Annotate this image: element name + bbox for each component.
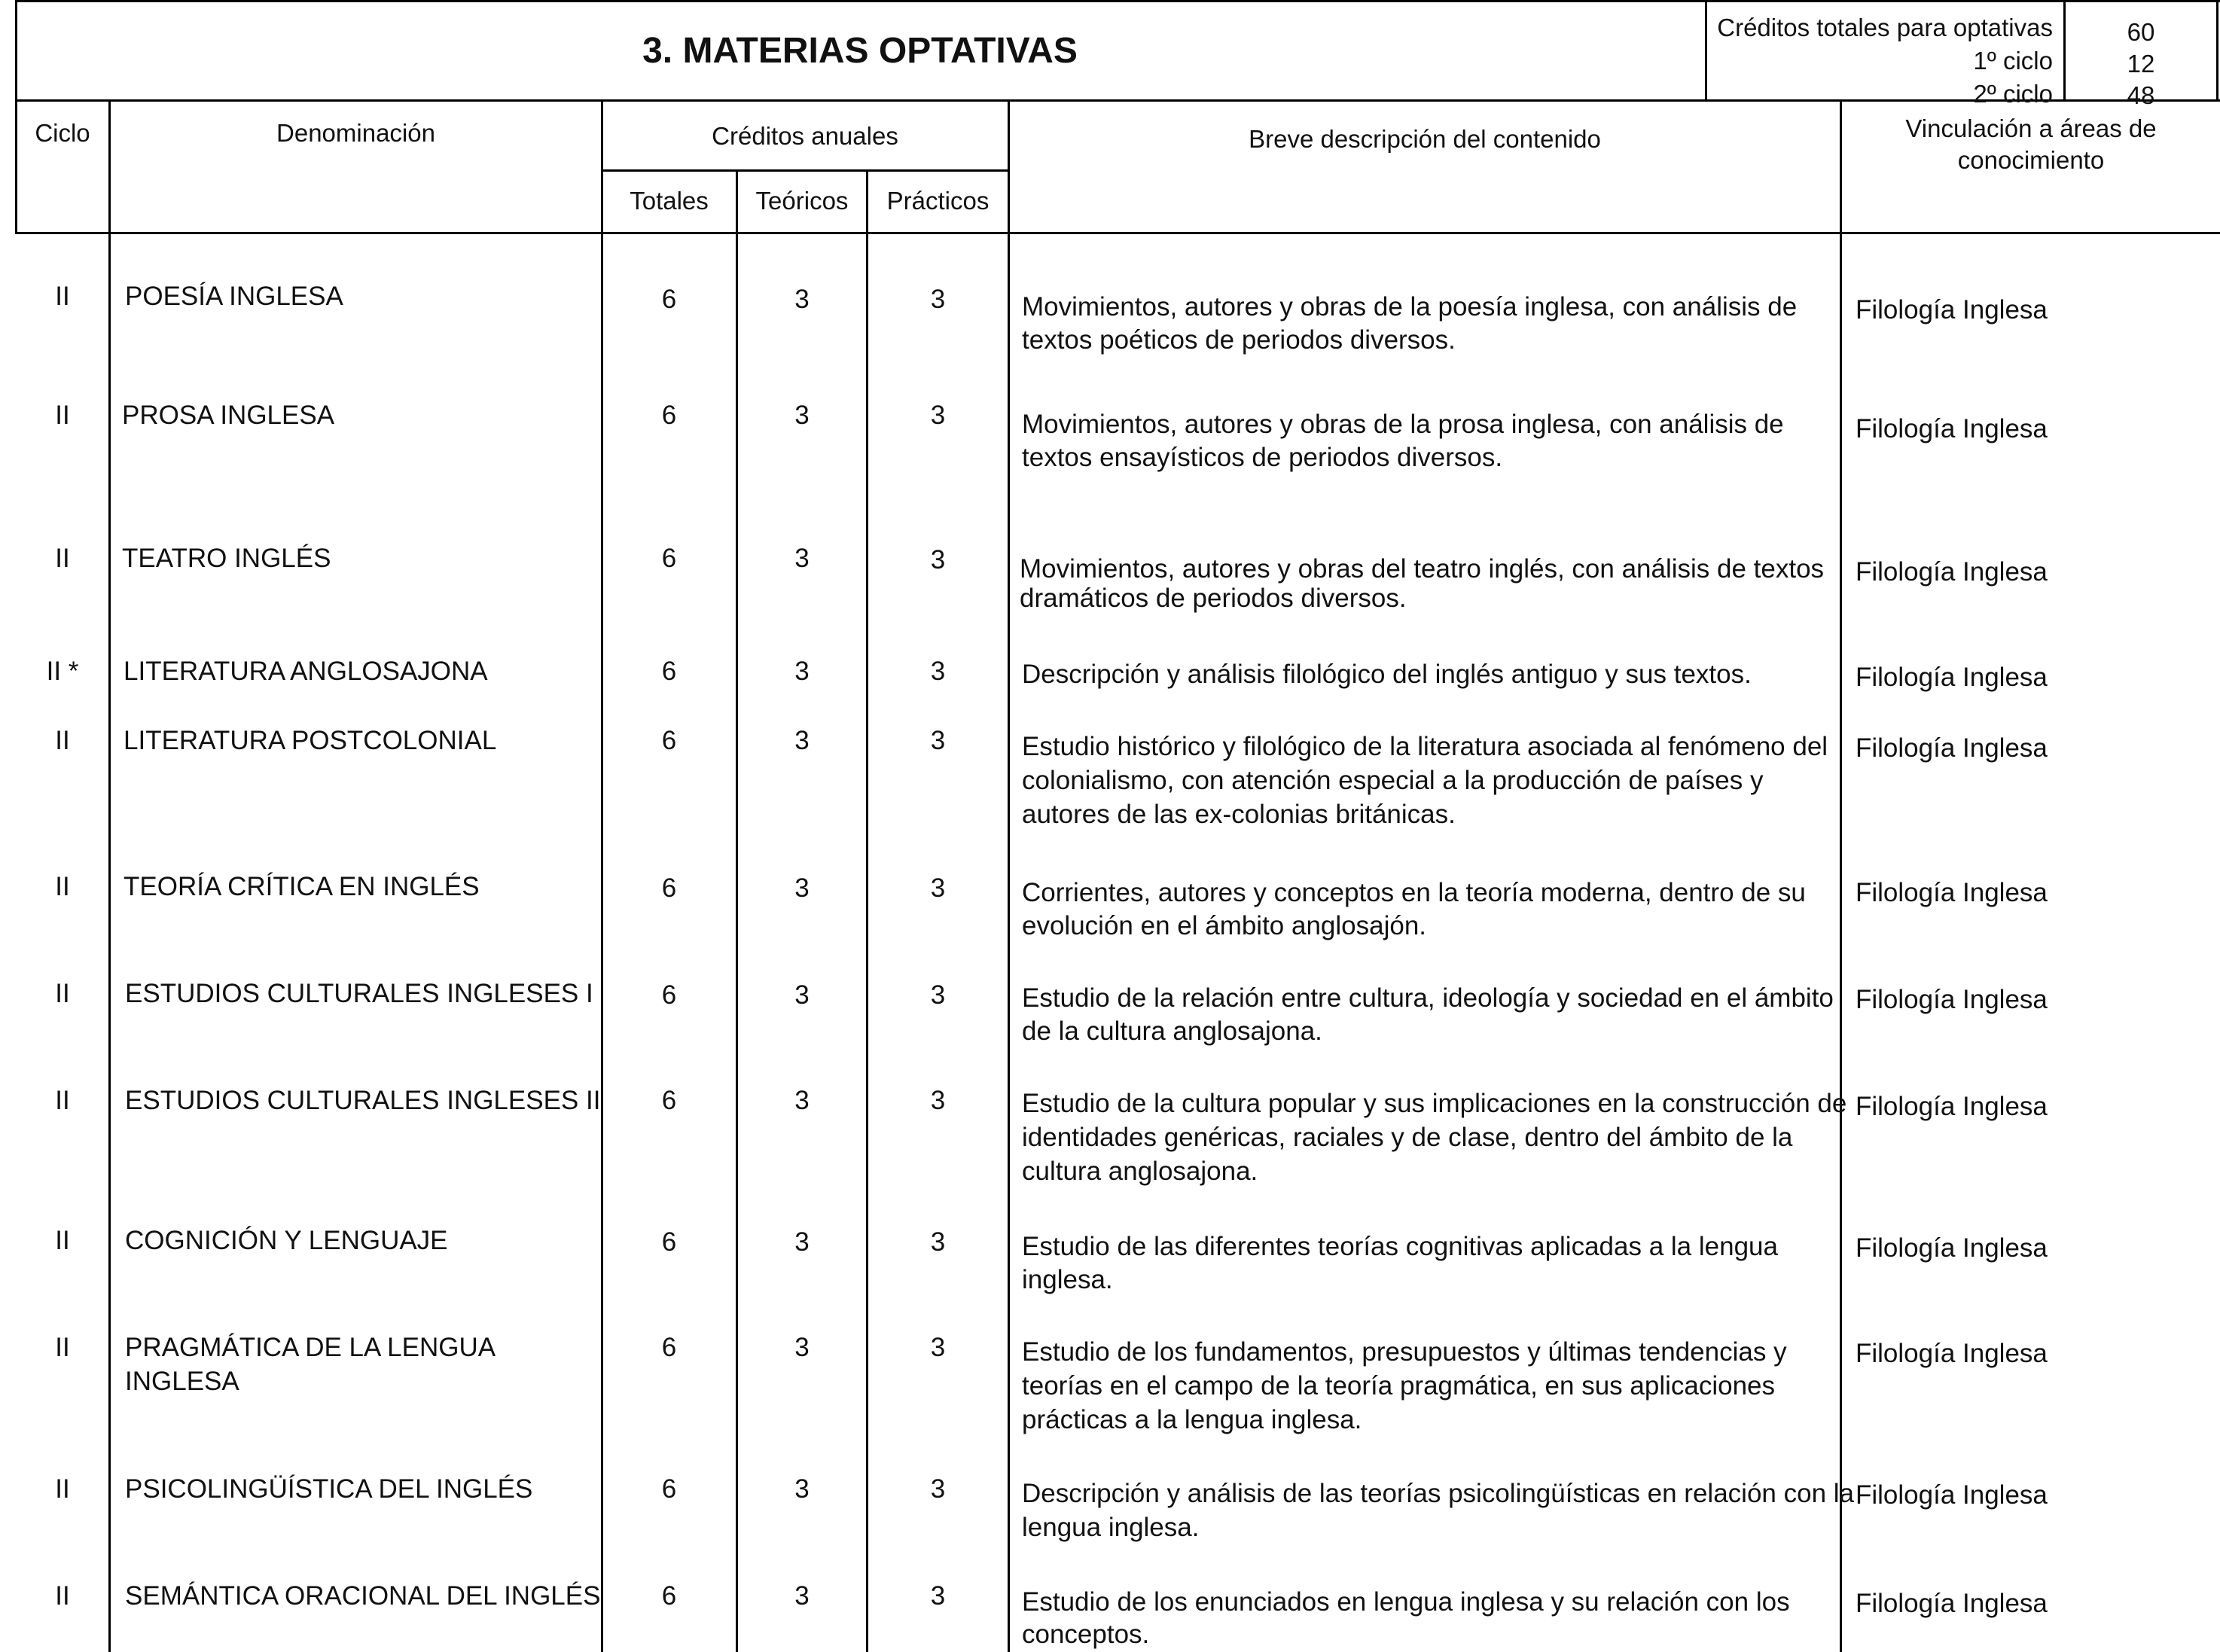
cell-totales: 6 [661,1474,677,1504]
cell-denominacion: PRAGMÁTICA DE LA LENGUA [125,1333,496,1362]
cell-teoricos: 3 [794,1333,810,1362]
col-divider-descripcion [1840,99,1842,1652]
cell-denominacion: ESTUDIOS CULTURALES INGLESES II [125,1086,601,1115]
cell-ciclo: II * [46,657,79,686]
cell-totales: 6 [661,1086,677,1115]
cell-descripcion: conceptos. [1022,1620,1150,1649]
cell-totales: 6 [661,401,677,430]
header-teoricos: Teóricos [755,187,849,215]
cell-ciclo: II [55,1474,70,1504]
col-divider-teoricos [866,169,868,1652]
cell-area: Filología Inglesa [1856,295,2048,325]
cell-descripcion: Corrientes, autores y conceptos en la teoría moderna, dentro de su [1022,878,1806,907]
header-vinculacion: conocimiento [1957,146,2105,174]
cell-ciclo: II [55,872,70,901]
cell-descripcion: Estudio histórico y filológico de la literatura asociada al fenómeno del [1022,732,1828,761]
cell-practicos: 3 [930,285,946,314]
cell-area: Filología Inglesa [1856,985,2048,1014]
cell-denominacion: ESTUDIOS CULTURALES INGLESES I [125,979,593,1008]
cell-descripcion: textos ensayísticos de periodos diversos. [1022,443,1503,472]
cell-denominacion: LITERATURA POSTCOLONIAL [124,726,497,755]
cell-descripcion: dramáticos de periodos diversos. [1020,584,1407,613]
cell-descripcion: lengua inglesa. [1022,1513,1200,1542]
cell-denominacion: COGNICIÓN Y LENGUAJE [125,1226,448,1255]
cell-descripcion: cultura anglosajona. [1022,1157,1258,1186]
cell-descripcion: textos poéticos de periodos diversos. [1022,325,1456,355]
col-divider-ciclo [108,99,111,1652]
cell-teoricos: 3 [794,873,810,903]
cell-ciclo: II [55,1226,70,1255]
cell-area: Filología Inglesa [1856,1233,2048,1263]
cell-teoricos: 3 [794,726,810,755]
cell-totales: 6 [661,657,677,686]
cell-descripcion: de la cultura anglosajona. [1022,1016,1322,1046]
cell-practicos: 3 [930,1333,946,1362]
cell-descripcion: Estudio de la relación entre cultura, ideología y sociedad en el ámbito [1022,983,1834,1013]
cell-descripcion: Movimientos, autores y obras de la poesía inglesa, con análisis de [1022,292,1798,322]
cell-practicos: 3 [930,1581,946,1611]
cell-teoricos: 3 [794,1474,810,1504]
cell-descripcion: inglesa. [1022,1265,1113,1294]
cell-area: Filología Inglesa [1856,878,2048,907]
header-practicos: Prácticos [886,187,990,215]
credits-summary-label: 2º ciclo [1973,80,2053,108]
cell-ciclo: II [55,282,70,311]
cell-descripcion: teorías en el campo de la teoría pragmática, en sus aplicaciones [1022,1371,1776,1401]
cell-teoricos: 3 [794,1086,810,1115]
cell-descripcion: Estudio de los fundamentos, presupuestos y últimas tendencias y [1022,1337,1787,1367]
cell-practicos: 3 [930,1227,946,1257]
header-creditos-anuales: Créditos anuales [712,122,898,150]
header-totales: Totales [630,187,709,215]
cell-totales: 6 [661,980,677,1010]
cell-descripcion: colonialismo, con atención especial a la producción de países y [1022,766,1764,795]
credits-subheader-border [602,169,1009,172]
header-denominacion: Denominación [276,119,435,147]
cell-ciclo: II [55,544,70,573]
credits-box-left-border [1705,0,1707,102]
cell-denominacion: SEMÁNTICA ORACIONAL DEL INGLÉS [125,1581,601,1611]
cell-ciclo: II [55,1086,70,1115]
cell-denominacion: INGLESA [125,1367,239,1396]
cell-area: Filología Inglesa [1856,1339,2048,1368]
cell-totales: 6 [661,873,677,903]
cell-area: Filología Inglesa [1856,1092,2048,1121]
table-right-border [2216,0,2218,102]
cell-area: Filología Inglesa [1856,557,2048,587]
cell-practicos: 3 [930,545,946,575]
cell-totales: 6 [661,544,677,573]
col-divider-totales [736,169,738,1652]
cell-teoricos: 3 [794,980,810,1010]
cell-denominacion: TEORÍA CRÍTICA EN INGLÉS [124,872,480,901]
cell-descripcion: prácticas a la lengua inglesa. [1022,1405,1362,1434]
cell-area: Filología Inglesa [1856,733,2048,763]
cell-teoricos: 3 [794,657,810,686]
header-bottom-border [15,232,2220,234]
header-descripcion: Breve descripción del contenido [1249,125,1601,153]
cell-teoricos: 3 [794,1581,810,1611]
cell-descripcion: Descripción y análisis de las teorías psicolingüísticas en relación con la [1022,1479,1854,1508]
cell-descripcion: identidades genéricas, raciales y de clase, dentro del ámbito de la [1022,1123,1793,1152]
credits-summary-value: 60 [2127,18,2155,46]
cell-practicos: 3 [930,726,946,755]
cell-ciclo: II [55,979,70,1008]
cell-denominacion: POESÍA INGLESA [125,282,343,311]
cell-teoricos: 3 [794,544,810,573]
cell-descripcion: Estudio de la cultura popular y sus implicaciones en la construcción de [1022,1089,1847,1118]
cell-denominacion: PROSA INGLESA [122,401,335,430]
cell-denominacion: LITERATURA ANGLOSAJONA [124,657,488,686]
page-title: 3. MATERIAS OPTATIVAS [642,31,1078,71]
cell-denominacion: TEATRO INGLÉS [122,544,331,573]
cell-practicos: 3 [930,873,946,903]
cell-practicos: 3 [930,401,946,430]
cell-ciclo: II [55,1333,70,1362]
cell-ciclo: II [55,401,70,430]
cell-teoricos: 3 [794,401,810,430]
cell-practicos: 3 [930,657,946,686]
cell-totales: 6 [661,726,677,755]
cell-totales: 6 [661,1581,677,1611]
cell-descripcion: autores de las ex-colonias británicas. [1022,800,1456,829]
header-vinculacion: Vinculación a áreas de [1905,114,2157,142]
cell-descripcion: Descripción y análisis filológico del inglés antiguo y sus textos. [1022,660,1752,689]
table-top-border [15,0,2220,2]
cell-practicos: 3 [930,980,946,1010]
header-ciclo: Ciclo [35,119,90,147]
credits-summary-label: Créditos totales para optativas [1717,14,2053,41]
cell-descripcion: Estudio de los enunciados en lengua inglesa y su relación con los [1022,1587,1790,1617]
cell-descripcion: Movimientos, autores y obras del teatro inglés, con análisis de textos [1020,554,1825,584]
cell-area: Filología Inglesa [1856,1480,2048,1510]
cell-ciclo: II [55,726,70,755]
cell-totales: 6 [661,285,677,314]
credits-summary-value: 48 [2127,81,2155,109]
col-divider-practicos [1008,99,1010,1652]
cell-descripcion: evolución en el ámbito anglosajón. [1022,911,1427,940]
cell-area: Filología Inglesa [1856,414,2048,443]
cell-practicos: 3 [930,1086,946,1115]
cell-area: Filología Inglesa [1856,663,2048,692]
cell-descripcion: Movimientos, autores y obras de la prosa inglesa, con análisis de [1022,410,1784,439]
credits-summary-value: 12 [2127,50,2155,78]
cell-area: Filología Inglesa [1856,1589,2048,1618]
cell-ciclo: II [55,1581,70,1611]
cell-practicos: 3 [930,1474,946,1504]
cell-totales: 6 [661,1333,677,1362]
cell-totales: 6 [661,1227,677,1257]
cell-teoricos: 3 [794,285,810,314]
cell-teoricos: 3 [794,1227,810,1257]
cell-descripcion: Estudio de las diferentes teorías cognitivas aplicadas a la lengua [1022,1232,1778,1261]
credits-summary-label: 1º ciclo [1973,47,2053,75]
cell-denominacion: PSICOLINGÜÍSTICA DEL INGLÉS [125,1474,533,1504]
